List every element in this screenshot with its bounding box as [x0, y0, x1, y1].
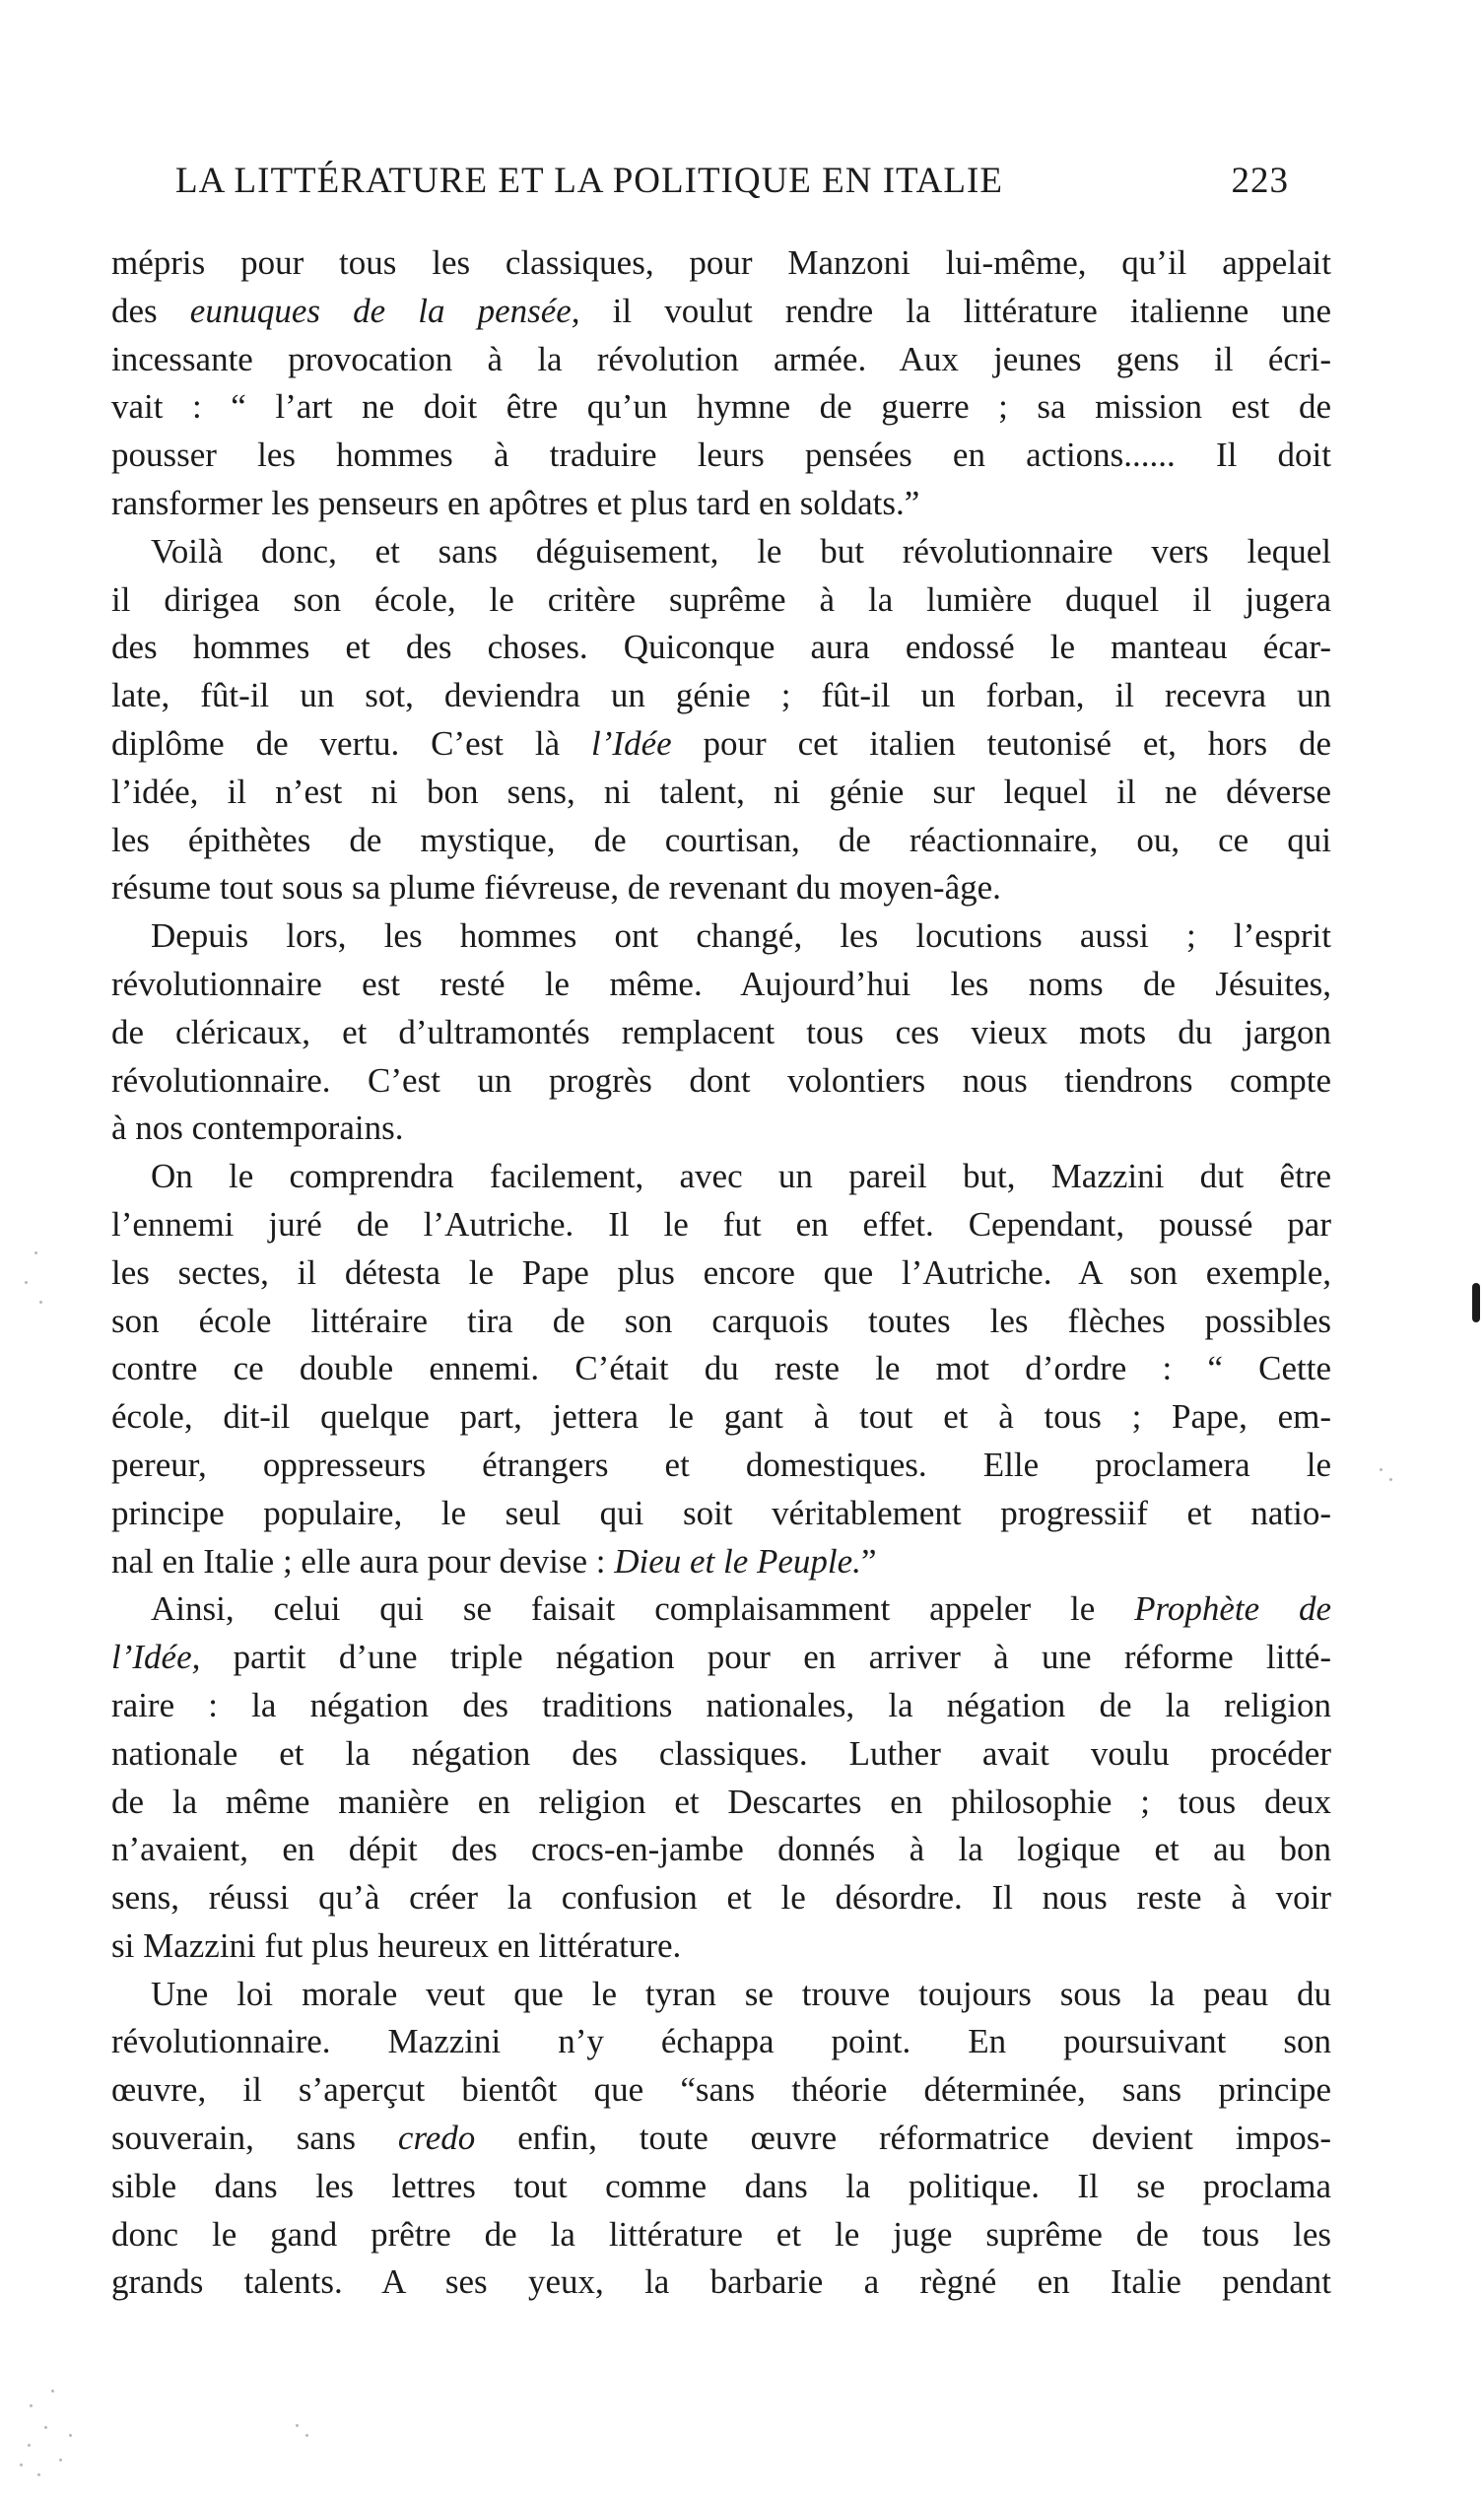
text-line	[111, 2163, 1331, 2211]
text-segment: son école littéraire tira de son carquois toutes les flèches possibles	[111, 1301, 1331, 1340]
body-text	[111, 239, 1331, 2307]
italic-segment: Prophète de	[1134, 1589, 1331, 1629]
italic-segment: Dieu et le Peuple.	[614, 1541, 861, 1581]
text-line	[111, 1057, 1331, 1106]
text-segment: l’ennemi juré de l’Autriche. Il le fut en effet. Cependant, poussé par	[111, 1204, 1331, 1244]
italic-segment: l’Idée,	[111, 1638, 201, 1677]
text-segment: enfin, toute œuvre réformatrice devient impos-	[475, 2119, 1331, 2158]
text-line	[111, 288, 1331, 336]
text-line	[111, 2066, 1331, 2115]
text-segment: de la même manière en religion et Descartes en philosophie ; tous deux	[111, 1782, 1331, 1821]
text-segment: incessante provocation à la révolution armée. Aux jeunes gens il écri-	[111, 339, 1331, 378]
text-segment: à nos contemporains.	[111, 1109, 404, 1148]
text-line	[111, 336, 1331, 384]
scan-speckle	[59, 2459, 62, 2461]
text-line	[111, 1153, 1331, 1201]
text-segment: mépris pour tous les classiques, pour Manzoni lui-même, qu’il appelait	[111, 243, 1331, 282]
text-line	[111, 1393, 1331, 1442]
page-number: 223	[1231, 161, 1289, 201]
text-line	[111, 1826, 1331, 1874]
text-line	[111, 1201, 1331, 1249]
text-segment: école, dit-il quelque part, jettera le gant à tout et à tous ; Pape, em-	[111, 1397, 1331, 1437]
text-segment: révolutionnaire. Mazzini n’y échappa point. En poursuivant son	[111, 2022, 1331, 2061]
page-edge-mark	[1472, 1283, 1480, 1322]
text-segment: Une loi morale veut que le tyran se trouve toujours sous la peau du	[151, 1974, 1331, 2013]
text-line	[111, 912, 1331, 961]
text-segment: pour cet italien teutonisé et, hors de	[671, 723, 1331, 763]
text-segment: partit d’une triple négation pour en arriver à une réforme litté-	[200, 1638, 1331, 1677]
text-line	[111, 1922, 1331, 1971]
text-line	[111, 1442, 1331, 1490]
text-segment: raire : la négation des traditions nationales, la négation de la religion	[111, 1685, 1331, 1724]
text-segment: n’avaient, en dépit des crocs-en-jambe donnés à la logique et au bon	[111, 1830, 1331, 1869]
text-segment: des	[111, 291, 190, 330]
scan-speckle	[305, 2434, 308, 2437]
text-segment: si Mazzini fut plus heureux en littérature.	[111, 1925, 682, 1965]
text-segment: l’idée, il n’est ni bon sens, ni talent, ni génie sur lequel il ne déverse	[111, 772, 1331, 811]
italic-segment: eunuques de la pensée,	[189, 291, 580, 330]
text-segment: sens, réussi qu’à créer la confusion et le désordre. Il nous reste à voir	[111, 1878, 1331, 1918]
text-line	[111, 864, 1331, 912]
text-line	[111, 769, 1331, 817]
text-segment: ”	[860, 1541, 877, 1581]
text-segment: diplôme de vertu. C’est là	[111, 723, 592, 763]
scan-speckle	[20, 2463, 23, 2466]
scan-speckle	[30, 2404, 33, 2407]
text-segment: vait : “ l’art ne doit être qu’un hymne de guerre ; sa mission est de	[111, 387, 1331, 427]
text-line	[111, 1730, 1331, 1779]
text-line	[111, 2258, 1331, 2307]
text-segment: Depuis lors, les hommes ont changé, les locutions aussi ; l’esprit	[151, 916, 1331, 956]
scan-speckle	[51, 2390, 54, 2392]
text-segment: révolutionnaire est resté le même. Aujourd’hui les noms de Jésuites,	[111, 964, 1331, 1003]
text-line	[111, 576, 1331, 625]
text-line	[111, 1249, 1331, 1298]
text-line	[111, 1538, 1331, 1586]
text-segment: principe populaire, le seul qui soit véritablement progressiif et natio-	[111, 1493, 1331, 1532]
text-segment: il dirigea son école, le critère suprême à la lumière duquel il jugera	[111, 579, 1331, 619]
text-line	[111, 2211, 1331, 2259]
text-line	[111, 1682, 1331, 1730]
text-segment: donc le gand prêtre de la littérature et le juge suprême de tous les	[111, 2214, 1331, 2254]
text-line	[111, 1634, 1331, 1682]
text-line	[111, 1874, 1331, 1922]
scan-speckle	[37, 2473, 40, 2476]
text-segment: les épithètes de mystique, de courtisan, de réactionnaire, ou, ce qui	[111, 820, 1331, 859]
italic-segment: l’Idée	[591, 723, 672, 763]
italic-segment: credo	[397, 2119, 476, 2158]
text-segment: ransformer les penseurs en apôtres et plus tard en soldats.”	[111, 483, 920, 522]
text-segment: grands talents. A ses yeux, la barbarie a règné en Italie pendant	[111, 2262, 1331, 2302]
scan-speckle	[39, 1301, 42, 1304]
text-line	[111, 961, 1331, 1009]
text-segment: nationale et la négation des classiques. Luther avait voulu procéder	[111, 1733, 1331, 1773]
scan-speckle	[28, 2444, 31, 2447]
text-line	[111, 1009, 1331, 1057]
text-line	[111, 528, 1331, 576]
text-segment: contre ce double ennemi. C’était du reste le mot d’ordre : “ Cette	[111, 1349, 1331, 1388]
text-segment: résume tout sous sa plume fiévreuse, de revenant du moyen-âge.	[111, 868, 1001, 908]
text-segment: souverain, sans	[111, 2119, 398, 2158]
text-line	[111, 1971, 1331, 2019]
text-line	[111, 383, 1331, 432]
scan-speckle	[1389, 1478, 1392, 1481]
scan-speckle	[34, 1251, 37, 1254]
text-segment: Ainsi, celui qui se faisait complaisamment appeler le	[151, 1589, 1135, 1629]
text-segment: On le comprendra facilement, avec un pareil but, Mazzini dut être	[151, 1157, 1331, 1196]
text-line	[111, 1585, 1331, 1634]
text-line	[111, 480, 1331, 528]
text-segment: il voulut rendre la littérature italienne une	[579, 291, 1331, 330]
text-segment: œuvre, il s’aperçut bientôt que “sans théorie déterminée, sans principe	[111, 2070, 1331, 2110]
text-line	[111, 1105, 1331, 1153]
scan-speckle	[69, 2434, 72, 2437]
text-segment: Voilà donc, et sans déguisement, le but révolutionnaire vers lequel	[151, 531, 1331, 571]
text-line	[111, 720, 1331, 769]
running-header	[175, 160, 1289, 215]
text-line	[111, 1779, 1331, 1827]
scan-speckle	[44, 2426, 47, 2429]
scan-speckle	[25, 1281, 28, 1284]
text-segment: de cléricaux, et d’ultramontés remplacent tous ces vieux mots du jargon	[111, 1012, 1331, 1051]
text-segment: les sectes, il détesta le Pape plus encore que l’Autriche. A son exemple,	[111, 1252, 1331, 1292]
text-segment: pousser les hommes à traduire leurs pensées en actions...... Il doit	[111, 436, 1331, 475]
text-line	[111, 1490, 1331, 1538]
text-segment: révolutionnaire. C’est un progrès dont volontiers nous tiendrons compte	[111, 1060, 1331, 1100]
text-segment: late, fût-il un sot, deviendra un génie ; fût-il un forban, il recevra un	[111, 676, 1331, 715]
text-line	[111, 1345, 1331, 1393]
text-segment: sible dans les lettres tout comme dans la politique. Il se proclama	[111, 2166, 1331, 2205]
text-line	[111, 432, 1331, 480]
text-line	[111, 672, 1331, 720]
scan-speckle	[296, 2424, 299, 2427]
text-line	[111, 2018, 1331, 2066]
text-line	[111, 817, 1331, 865]
running-title: LA LITTÉRATURE ET LA POLITIQUE EN ITALIE	[175, 161, 1003, 201]
text-line	[111, 239, 1331, 288]
scan-speckle	[1380, 1468, 1383, 1471]
text-line	[111, 1298, 1331, 1346]
text-segment: pereur, oppresseurs étrangers et domestiques. Elle proclamera le	[111, 1445, 1331, 1484]
text-segment: nal en Italie ; elle aura pour devise :	[111, 1541, 615, 1581]
text-line	[111, 624, 1331, 672]
text-segment: des hommes et des choses. Quiconque aura endossé le manteau écar-	[111, 628, 1331, 667]
text-line	[111, 2115, 1331, 2163]
